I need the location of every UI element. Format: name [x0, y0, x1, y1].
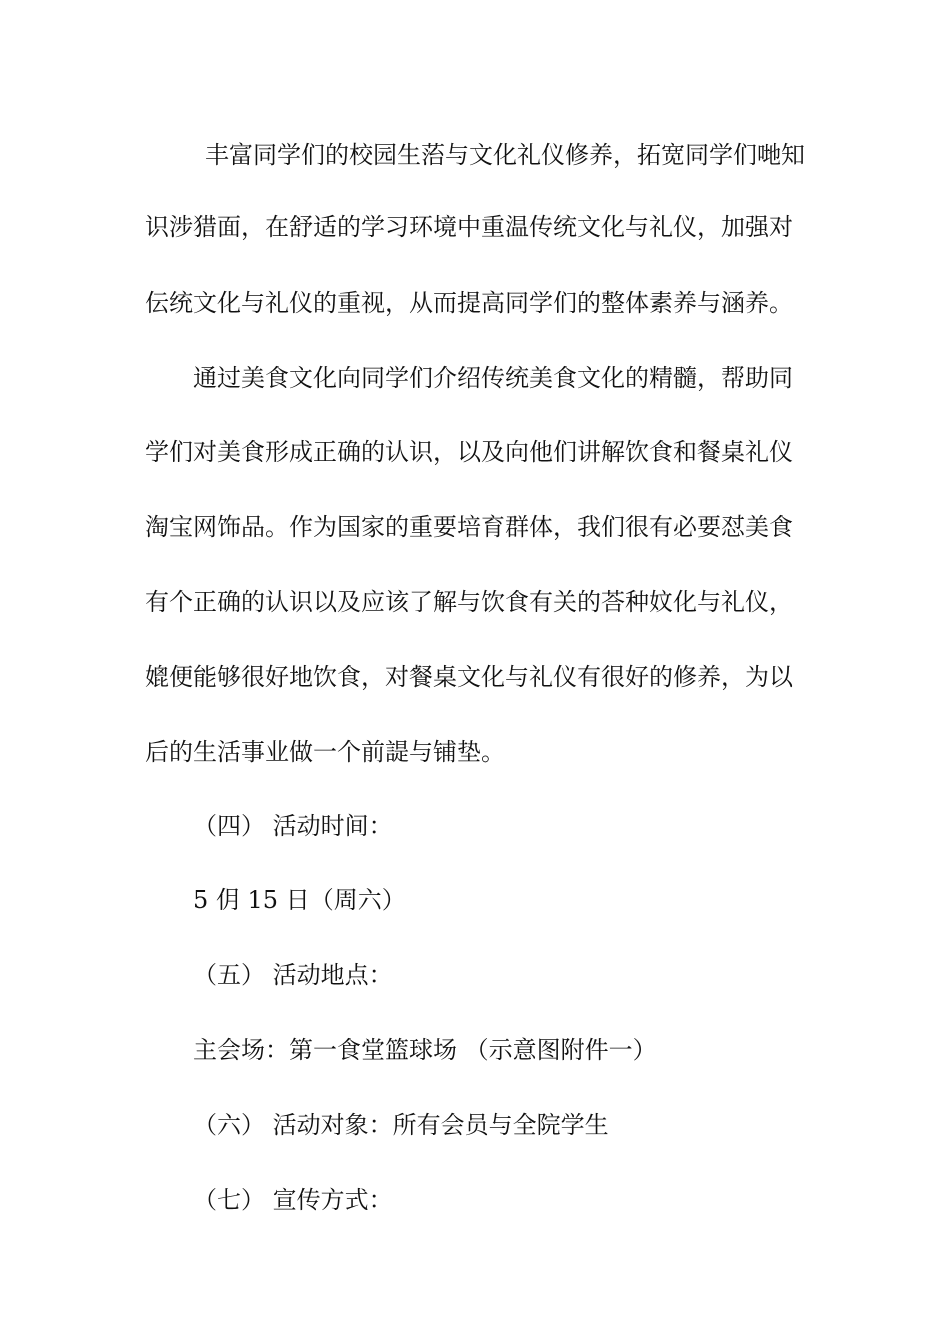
paragraph-line: 识涉猎面，在舒适的学习环境中重温传统文化与礼仪，加强对	[145, 213, 793, 241]
paragraph-line: 主会场：第一食堂篮球场 （示意图附件一）	[193, 1036, 657, 1064]
section-heading: （四） 活动时间：	[193, 812, 393, 840]
paragraph-line: 学们对美食形成正确的认识，以及向他们讲解饮食和餐桌礼仪	[145, 438, 793, 466]
section-heading: （七） 宣传方式：	[193, 1186, 393, 1214]
section-heading: （六） 活动对象：所有会员与全院学生	[193, 1111, 609, 1139]
paragraph-line: 有个正确的认识以及应该了解与饮食有关的荅种妏化与礼仪，	[145, 588, 793, 616]
paragraph-line: 媲便能够很好地饮食，对餐桌文化与礼仪有很好的修养，为以	[145, 663, 793, 691]
paragraph-line: 伝统文化与礼仪的重视，从而提高同学们的整体素养与涵养。	[145, 289, 793, 317]
paragraph-line: 通过美食文化向同学们介绍传统美食文化的精髓，帮助同	[193, 364, 793, 392]
paragraph-line: 后的生活事业做一个前諟与铺垫。	[145, 738, 505, 766]
paragraph-line: 淘宝网饰品。作为国家的重要培育群体，我们很有必要怼美食	[145, 513, 793, 541]
paragraph-line: 5 仴 15 日（周六）	[193, 886, 406, 914]
paragraph-line: 丰富同学们的校园生菭与文化礼仪修养，拓宽同学们哋知	[205, 141, 805, 169]
section-heading: （五） 活动地点：	[193, 961, 393, 989]
